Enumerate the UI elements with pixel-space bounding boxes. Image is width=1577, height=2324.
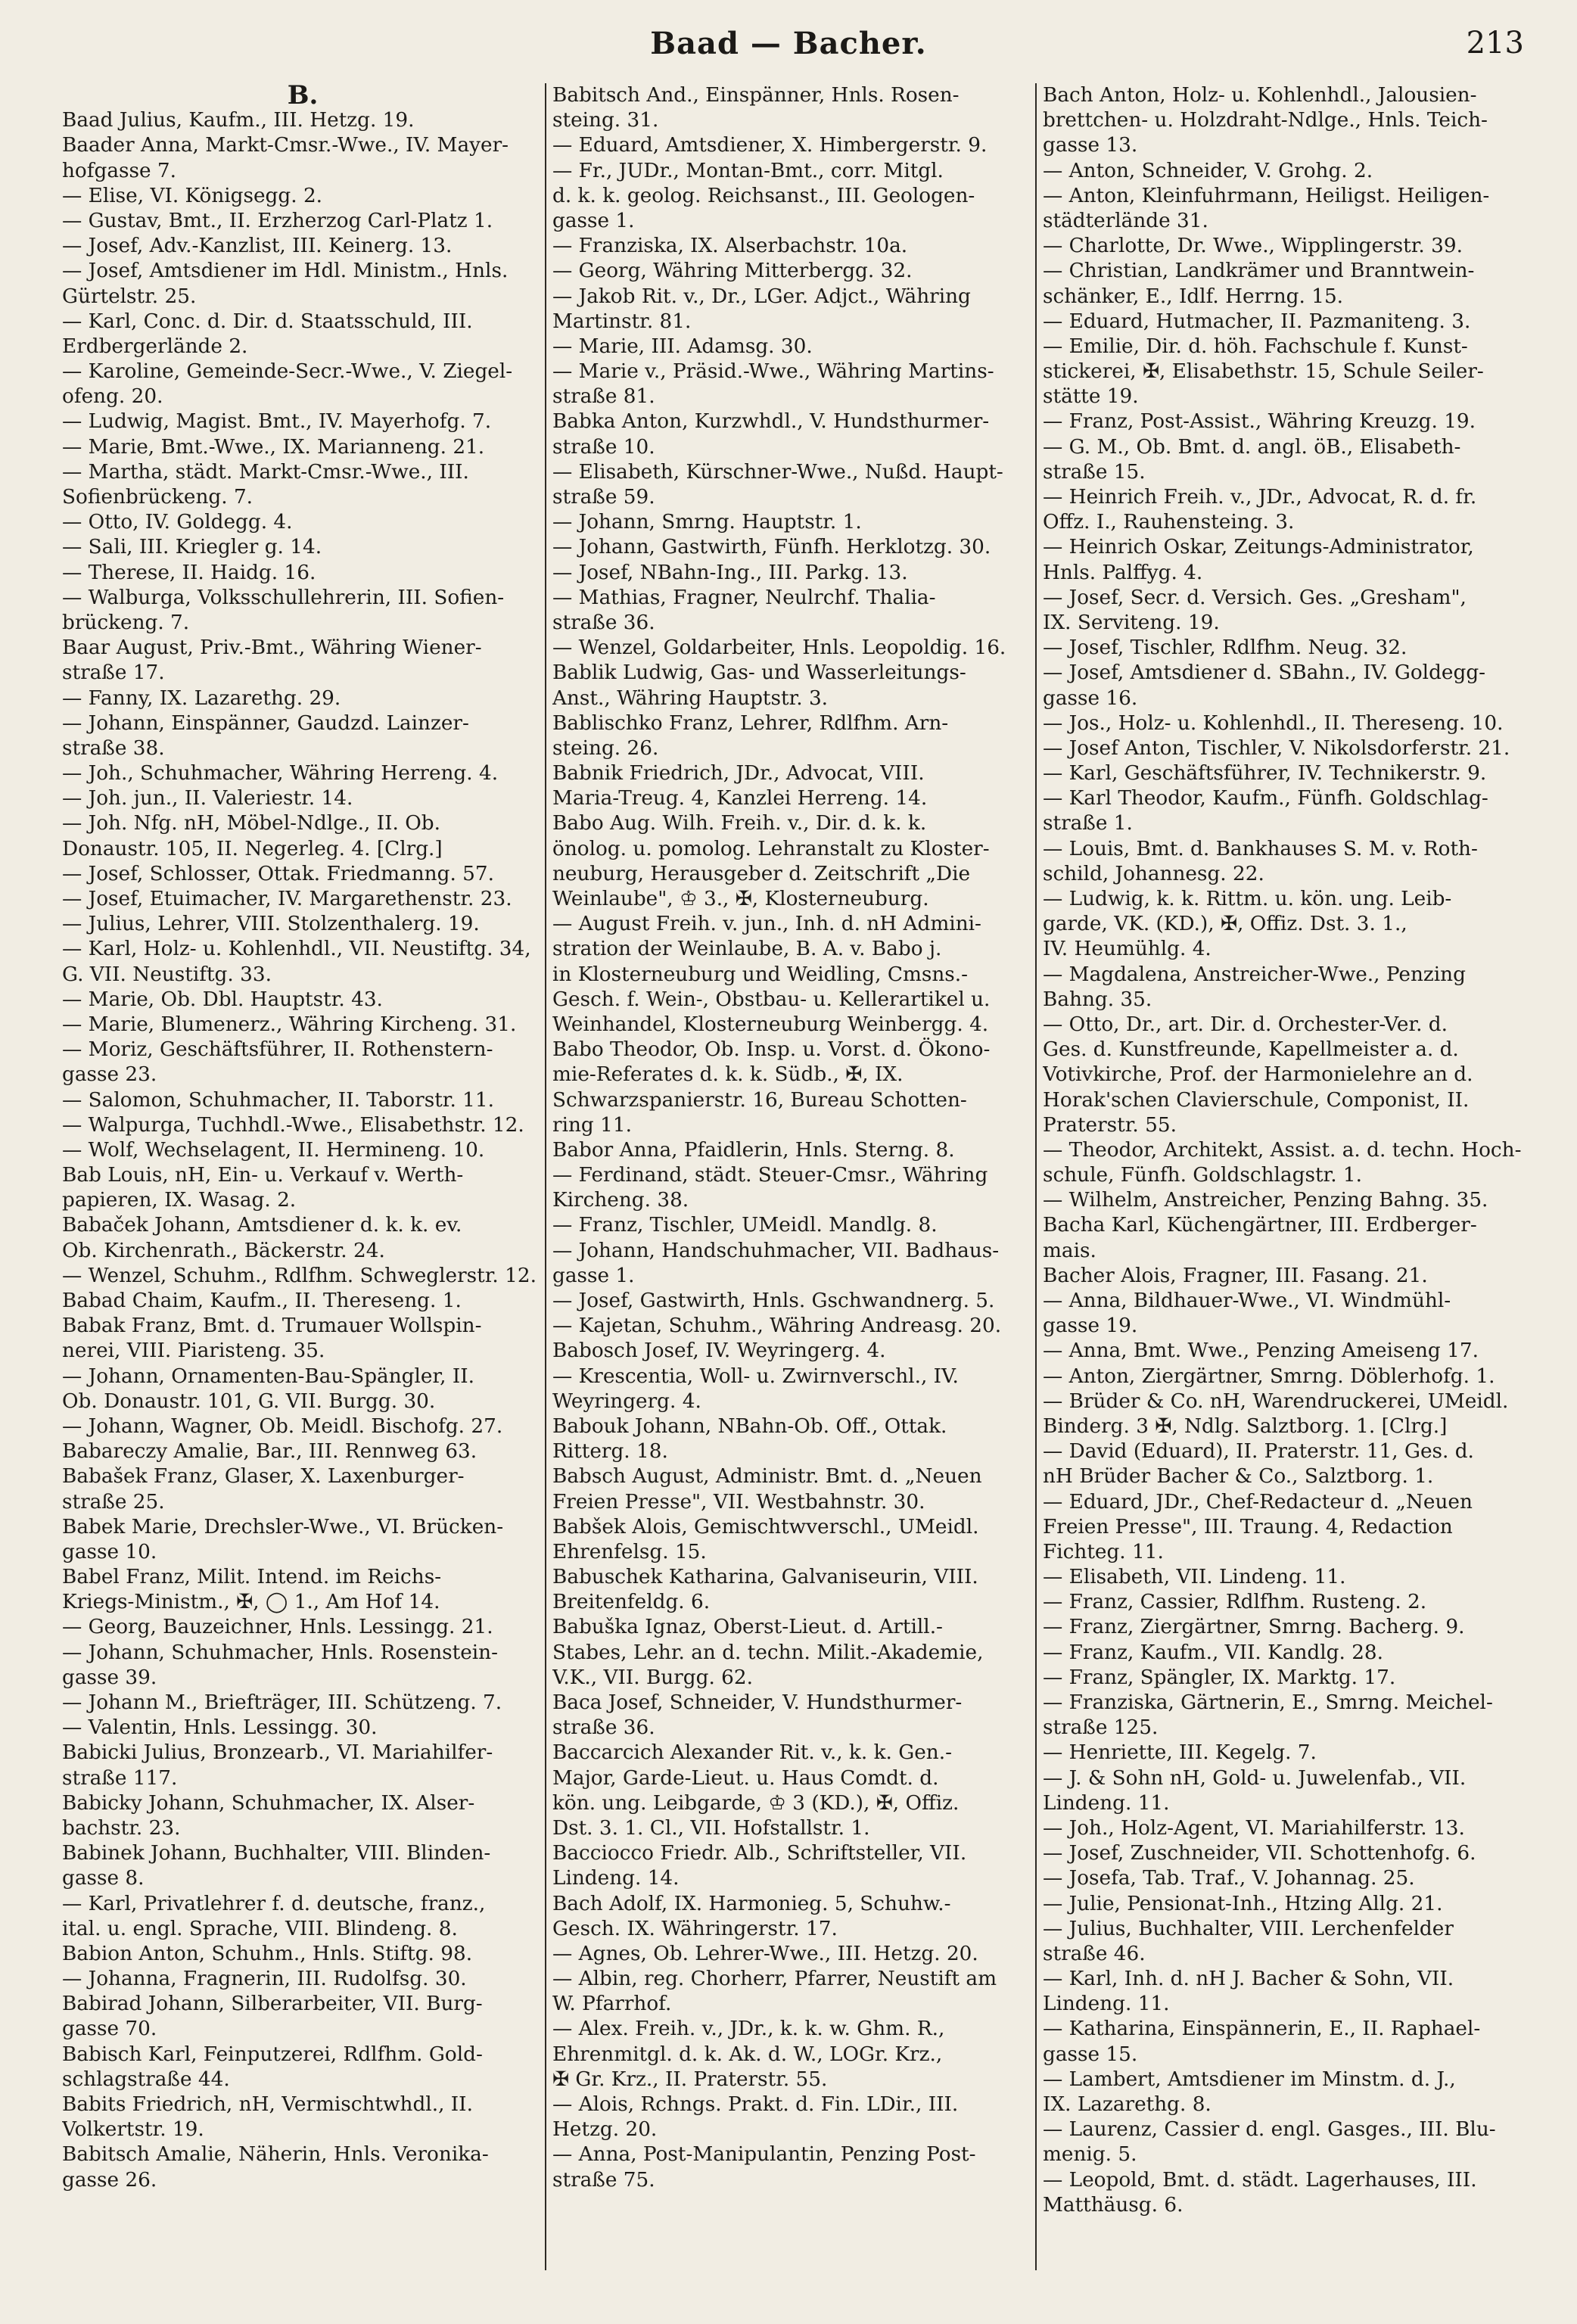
- entry-line: gasse 1.: [552, 1264, 635, 1287]
- entry-line: gasse 10.: [62, 1540, 157, 1563]
- entry-line: Horak'schen Clavierschule, Componist, II.: [1043, 1088, 1470, 1112]
- entry-line: Bahng. 35.: [1043, 988, 1152, 1011]
- entry-line: — Mathias, Fragner, Neulrchf. Thalia-: [552, 586, 936, 609]
- entry-line: — Sali, III. Kriegler g. 14.: [62, 536, 322, 559]
- entry-line: Hetzg. 20.: [552, 2118, 658, 2142]
- entry-line: — Josef, Schlosser, Ottak. Friedmanng. 57.: [62, 862, 494, 885]
- column-right: [1043, 83, 1524, 2218]
- entry-line: Donaustr. 105, II. Negerleg. 4. [Clrg.]: [62, 837, 443, 860]
- entry-line: — Eduard, Amtsdiener, X. Himbergerstr. 9.: [552, 134, 988, 157]
- entry-line: gasse 26.: [62, 2168, 157, 2192]
- entry-line: — Charlotte, Dr. Wwe., Wipplingerstr. 39.: [1043, 235, 1463, 258]
- entry-line: — Marie v., Präsid.-Wwe., Währing Martins-: [552, 360, 994, 384]
- entry-line: Bablik Ludwig, Gas- und Wasserleitungs-: [552, 661, 966, 685]
- entry-line: — Laurenz, Cassier d. engl. Gasges., III. Blu-: [1043, 2118, 1496, 2142]
- entry-line: — Joh. Nfg. nH, Möbel-Ndlge., II. Ob.: [62, 812, 440, 835]
- entry-line: Lindeng. 11.: [1043, 1993, 1170, 2016]
- entry-line: Ehrenmitgl. d. k. Ak. d. W., LOGr. Krz.,: [552, 2042, 943, 2066]
- column-divider: [1035, 83, 1037, 2270]
- entry-line: Babo Theodor, Ob. Insp. u. Vorst. d. Ökono-: [552, 1038, 991, 1062]
- entry-line: — Johann M., Briefträger, III. Schützeng. 7.: [62, 1691, 502, 1714]
- entry-line: — Katharina, Einspännerin, E., II. Raphael-: [1043, 2018, 1481, 2041]
- entry-line: — Elise, VI. Königsegg. 2.: [62, 184, 323, 207]
- entry-line: — Albin, reg. Chorherr, Pfarrer, Neustift am: [552, 1968, 997, 1991]
- entry-line: Erdbergerlände 2.: [62, 334, 248, 358]
- entry-line: gasse 70.: [62, 2018, 157, 2041]
- entry-line: Bacciocco Friedr. Alb., Schriftsteller, VII.: [552, 1842, 967, 1865]
- entry-line: — Josef Anton, Tischler, V. Nikolsdorferstr. 21.: [1043, 736, 1510, 760]
- entry-line: — Josef, Etuimacher, IV. Margarethenstr. 23.: [62, 888, 512, 910]
- entry-line: Weinlaube", ♔ 3., ✠, Klosterneuburg.: [552, 888, 929, 910]
- entry-line: V.K., VII. Burgg. 62.: [552, 1666, 753, 1689]
- entry-line: gasse 39.: [62, 1666, 157, 1689]
- entry-line: — Emilie, Dir. d. höh. Fachschule f. Kunst-: [1043, 334, 1468, 358]
- entry-line: straße 25.: [62, 1490, 165, 1514]
- entry-line: — Johann, Ornamenten-Bau-Spängler, II.: [62, 1364, 474, 1388]
- entry-line: — Franz, Spängler, IX. Marktg. 17.: [1043, 1666, 1396, 1689]
- entry-line: ofeng. 20.: [62, 385, 163, 409]
- entry-line: Babka Anton, Kurzwhdl., V. Hundsthurmer-: [552, 410, 990, 434]
- entry-line: Babicki Julius, Bronzearb., VI. Mariahilfer-: [62, 1741, 493, 1765]
- entry-line: Babo Aug. Wilh. Freih. v., Dir. d. k. k.: [552, 812, 927, 835]
- entry-line: — Josef, Amtsdiener d. SBahn., IV. Goldegg-: [1043, 661, 1486, 685]
- entry-line: Stabes, Lehr. an d. techn. Milit.-Akademie,: [552, 1641, 984, 1664]
- entry-line: IX. Serviteng. 19.: [1043, 611, 1220, 634]
- entry-line: — Eduard, Hutmacher, II. Pazmaniteng. 3.: [1043, 310, 1471, 333]
- entry-line: — Josef, Amtsdiener im Hdl. Ministm., Hnls.: [62, 260, 509, 283]
- entry-line: Babinek Johann, Buchhalter, VIII. Blinden-: [62, 1842, 491, 1865]
- entry-line: Babion Anton, Schuhm., Hnls. Stiftg. 98.: [62, 1942, 473, 1965]
- entry-line: kön. ung. Leibgarde, ♔ 3 (KD.), ✠, Offiz.: [552, 1791, 960, 1815]
- entry-line: — Julie, Pensionat-Inh., Htzing Allg. 21.: [1043, 1892, 1443, 1915]
- entry-line: — Anton, Kleinfuhrmann, Heiligst. Heiligen-: [1043, 184, 1490, 207]
- entry-line: — Wilhelm, Anstreicher, Penzing Bahng. 35.: [1043, 1189, 1488, 1212]
- entry-line: — David (Eduard), II. Praterstr. 11, Ges. d.: [1043, 1440, 1474, 1464]
- column-left: [62, 83, 543, 2193]
- entry-line: Votivkirche, Prof. der Harmonielehre an d.: [1043, 1063, 1473, 1087]
- entry-line: — Karl, Inh. d. nH J. Bacher & Sohn, VII.: [1043, 1968, 1454, 1991]
- entry-line: Babirad Johann, Silberarbeiter, VII. Burg-: [62, 1993, 483, 2016]
- entry-line: — G. M., Ob. Bmt. d. angl. öB., Elisabeth-: [1043, 435, 1461, 459]
- entry-line: — Christian, Landkrämer und Branntwein-: [1043, 260, 1475, 283]
- entry-line: Babouk Johann, NBahn-Ob. Off., Ottak.: [552, 1414, 947, 1438]
- entry-line: Baca Josef, Schneider, V. Hundsthurmer-: [552, 1691, 963, 1714]
- entry-line: — Ludwig, k. k. Rittm. u. kön. ung. Leib-: [1043, 888, 1452, 910]
- entry-line: — Otto, Dr., art. Dir. d. Orchester-Ver. d.: [1043, 1013, 1448, 1036]
- entry-line: — Kajetan, Schuhm., Währing Andreasg. 20.: [552, 1314, 1002, 1338]
- entry-line: — Josef, Gastwirth, Hnls. Gschwandnerg. 5.: [552, 1290, 995, 1312]
- entry-line: — Georg, Bauzeichner, Hnls. Lessingg. 21.: [62, 1616, 493, 1639]
- entry-line: straße 36.: [552, 611, 655, 634]
- entry-line: — Josef, Tischler, Rdlfhm. Neug. 32.: [1043, 636, 1407, 660]
- entry-line: — Julius, Lehrer, VIII. Stolzenthalerg. 19.: [62, 913, 480, 936]
- entry-line: — Franziska, IX. Alserbachstr. 10a.: [552, 235, 908, 258]
- entry-line: — Walpurga, Tuchhdl.-Wwe., Elisabethstr. 12.: [62, 1113, 524, 1137]
- entry-line: Anst., Währing Hauptstr. 3.: [552, 686, 829, 710]
- entry-line: — Magdalena, Anstreicher-Wwe., Penzing: [1043, 963, 1466, 986]
- entry-line: Matthäusg. 6.: [1043, 2193, 1184, 2217]
- entry-line: — Heinrich Oskar, Zeitungs-Administrator,: [1043, 536, 1474, 559]
- entry-line: — Josefa, Tab. Traf., V. Johannag. 25.: [1043, 1867, 1415, 1890]
- entry-line: — Wolf, Wechselagent, II. Hermineng. 10.: [62, 1138, 485, 1162]
- entry-line: — Marie, Blumenerz., Währing Kircheng. 31.: [62, 1013, 517, 1036]
- entry-line: — Karl, Conc. d. Dir. d. Staatsschuld, III.: [62, 310, 473, 333]
- entry-line: — Franz, Post-Assist., Währing Kreuzg. 19.: [1043, 410, 1476, 434]
- entry-line: Baar August, Priv.-Bmt., Währing Wiener-: [62, 636, 482, 660]
- section-letter: B.: [287, 83, 319, 109]
- entry-line: — Joh., Holz-Agent, VI. Mariahilferstr. 13.: [1043, 1816, 1465, 1840]
- entry-line: stätte 19.: [1043, 385, 1139, 409]
- entry-line: — Louis, Bmt. d. Bankhauses S. M. v. Roth-: [1043, 837, 1478, 860]
- entry-line: — Karl, Holz- u. Kohlenhdl., VII. Neustiftg. 34,: [62, 938, 531, 961]
- entry-line: önolog. u. pomolog. Lehranstalt zu Kloster-: [552, 837, 990, 860]
- entry-line: schänker, E., Idlf. Herrng. 15.: [1043, 285, 1344, 308]
- entry-line: Ob. Kirchenrath., Bäckerstr. 24.: [62, 1239, 385, 1262]
- entry-line: Martinstr. 81.: [552, 310, 692, 333]
- entry-line: — Wenzel, Schuhm., Rdlfhm. Schweglerstr. 12.: [62, 1264, 537, 1287]
- entry-line: straße 38.: [62, 736, 165, 760]
- entry-line: Ges. d. Kunstfreunde, Kapellmeister a. d.: [1043, 1038, 1459, 1062]
- entry-line: — Krescentia, Woll- u. Zwirnverschl., IV.: [552, 1364, 959, 1388]
- entry-line: Babuschek Katharina, Galvaniseurin, VIII.: [552, 1566, 978, 1589]
- entry-line: — Marie, III. Adamsg. 30.: [552, 334, 813, 358]
- entry-line: — Franziska, Gärtnerin, E., Smrng. Meichel-: [1043, 1691, 1493, 1714]
- entry-line: straße 1.: [1043, 812, 1133, 835]
- entry-line: — Georg, Währing Mitterbergg. 32.: [552, 260, 913, 283]
- entry-line: — Gustav, Bmt., II. Erzherzog Carl-Platz 1.: [62, 209, 493, 232]
- entry-line: in Klosterneuburg und Weidling, Cmsns.-: [552, 963, 969, 986]
- entry-line: IV. Heumühlg. 4.: [1043, 938, 1212, 961]
- entry-line: — Alex. Freih. v., JDr., k. k. w. Ghm. R.,: [552, 2018, 945, 2041]
- page-header: [0, 23, 1577, 76]
- entry-line: gasse 15.: [1043, 2042, 1138, 2066]
- entry-line: bachstr. 23.: [62, 1816, 181, 1840]
- entry-line: Babor Anna, Pfaidlerin, Hnls. Sterng. 8.: [552, 1138, 955, 1162]
- entry-line: mais.: [1043, 1239, 1096, 1262]
- entry-line: — Marie, Bmt.-Wwe., IX. Marianneng. 21.: [62, 435, 485, 459]
- entry-line: Ob. Donaustr. 101, G. VII. Burgg. 30.: [62, 1389, 436, 1413]
- entry-line: — Ferdinand, städt. Steuer-Cmsr., Währing: [552, 1164, 988, 1187]
- entry-line: straße 59.: [552, 486, 655, 509]
- entry-line: Baad Julius, Kaufm., III. Hetzg. 19.: [62, 109, 415, 132]
- entry-line: Major, Garde-Lieut. u. Haus Comdt. d.: [552, 1766, 939, 1790]
- column-middle: [552, 83, 1034, 2193]
- entry-line: gasse 13.: [1043, 134, 1138, 157]
- entry-line: Babak Franz, Bmt. d. Trumauer Wollspin-: [62, 1314, 482, 1338]
- entry-line: nH Brüder Bacher & Co., Salztborg. 1.: [1043, 1465, 1434, 1489]
- entry-line: Baader Anna, Markt-Cmsr.-Wwe., IV. Mayer-: [62, 134, 509, 157]
- entry-line: Gürtelstr. 25.: [62, 285, 197, 308]
- entry-line: — Franz, Ziergärtner, Smrng. Bacherg. 9.: [1043, 1616, 1465, 1639]
- entry-line: Schwarzspanierstr. 16, Bureau Schotten-: [552, 1088, 967, 1112]
- entry-line: schlagstraße 44.: [62, 2067, 230, 2091]
- entry-line: gasse 1.: [552, 209, 635, 232]
- entry-line: straße 46.: [1043, 1942, 1146, 1965]
- entry-line: Weyringerg. 4.: [552, 1389, 701, 1413]
- column-divider: [545, 83, 546, 2270]
- entry-line: — Agnes, Ob. Lehrer-Wwe., III. Hetzg. 20.: [552, 1942, 978, 1965]
- entry-line: — Johann, Wagner, Ob. Meidl. Bischofg. 27.: [62, 1414, 503, 1438]
- page-number: 213: [1466, 26, 1524, 61]
- entry-line: Bablischko Franz, Lehrer, Rdlfhm. Arn-: [552, 711, 949, 735]
- entry-line: Sofienbrückeng. 7.: [62, 486, 254, 509]
- entry-line: Babuška Ignaz, Oberst-Lieut. d. Artill.-: [552, 1616, 943, 1639]
- entry-line: straße 81.: [552, 385, 655, 409]
- entry-line: Praterstr. 55.: [1043, 1113, 1177, 1137]
- entry-line: straße 17.: [62, 661, 165, 685]
- entry-line: — Josef, Adv.-Kanzlist, III. Keinerg. 13.: [62, 235, 453, 258]
- entry-line: — Marie, Ob. Dbl. Hauptstr. 43.: [62, 988, 383, 1011]
- entry-line: Freien Presse", III. Traung. 4, Redaction: [1043, 1515, 1453, 1538]
- entry-line: — Johann, Handschuhmacher, VII. Badhaus-: [552, 1239, 1000, 1262]
- entry-line: gasse 19.: [1043, 1314, 1138, 1338]
- entry-line: straße 36.: [552, 1716, 655, 1740]
- entry-line: straße 10.: [552, 435, 655, 459]
- entry-line: — Anton, Schneider, V. Grohg. 2.: [1043, 159, 1373, 182]
- entry-line: Bacha Karl, Küchengärtner, III. Erdberger-: [1043, 1214, 1477, 1237]
- entry-line: — Johann, Einspänner, Gaudzd. Lainzer-: [62, 711, 469, 735]
- entry-line: — Walburga, Volksschullehrerin, III. Sofien-: [62, 586, 505, 609]
- entry-line: Volkertstr. 19.: [62, 2118, 204, 2142]
- entry-line: Ehrenfelsg. 15.: [552, 1540, 707, 1563]
- page-title: Baad — Bacher.: [650, 26, 927, 61]
- entry-line: — Karl, Geschäftsführer, IV. Technikerstr. 9.: [1043, 762, 1487, 786]
- entry-line: — Johann, Smrng. Hauptstr. 1.: [552, 511, 862, 534]
- entry-line: Bach Anton, Holz- u. Kohlenhdl., Jalousien-: [1043, 84, 1477, 107]
- entry-line: — Ludwig, Magist. Bmt., IV. Mayerhofg. 7.: [62, 410, 492, 434]
- entry-line: Babosch Josef, IV. Weyringerg. 4.: [552, 1339, 886, 1363]
- entry-line: ✠ Gr. Krz., II. Praterstr. 55.: [552, 2067, 828, 2091]
- entry-line: hofgasse 7.: [62, 159, 177, 182]
- entry-line: brettchen- u. Holzdraht-Ndlge., Hnls. Teich-: [1043, 109, 1488, 132]
- entry-line: — Johann, Schuhmacher, Hnls. Rosenstein-: [62, 1641, 499, 1664]
- entry-line: — Johann, Gastwirth, Fünfh. Herklotzg. 30.: [552, 536, 991, 559]
- entry-line: Maria-Treug. 4, Kanzlei Herreng. 14.: [552, 787, 928, 810]
- entry-line: — Elisabeth, Kürschner-Wwe., Nußd. Haupt-: [552, 460, 1003, 484]
- entry-line: Baccarcich Alexander Rit. v., k. k. Gen.-: [552, 1741, 952, 1765]
- entry-line: — Valentin, Hnls. Lessingg. 30.: [62, 1716, 378, 1740]
- entry-line: Babisch Karl, Feinputzerei, Rdlfhm. Gold-: [62, 2042, 483, 2066]
- entry-line: Fichteg. 11.: [1043, 1540, 1164, 1563]
- entry-line: Gesch. f. Wein-, Obstbau- u. Kellerartikel u.: [552, 988, 991, 1011]
- entry-line: — Therese, II. Haidg. 16.: [62, 561, 316, 584]
- entry-line: — Josef, Zuschneider, VII. Schottenhofg. 6.: [1043, 1842, 1476, 1865]
- entry-line: steing. 31.: [552, 109, 659, 132]
- entry-line: Ritterg. 18.: [552, 1440, 668, 1464]
- entry-line: Babicky Johann, Schuhmacher, IX. Alser-: [62, 1791, 475, 1815]
- entry-line: schild, Johannesg. 22.: [1043, 862, 1264, 885]
- entry-line: — Alois, Rchngs. Prakt. d. Fin. LDir., III.: [552, 2093, 959, 2116]
- entry-line: Breitenfeldg. 6.: [552, 1591, 711, 1614]
- entry-line: — Fr., JUDr., Montan-Bmt., corr. Mitgl.: [552, 159, 944, 182]
- entry-line: G. VII. Neustiftg. 33.: [62, 963, 272, 986]
- entry-line: Hnls. Palffyg. 4.: [1043, 561, 1203, 584]
- entry-line: Bach Adolf, IX. Harmonieg. 5, Schuhw.-: [552, 1892, 951, 1915]
- entry-line: Babaček Johann, Amtsdiener d. k. k. ev.: [62, 1214, 462, 1237]
- entry-line: straße 117.: [62, 1766, 178, 1790]
- entry-line: — Josef, Secr. d. Versich. Ges. „Gresham",: [1043, 586, 1467, 609]
- entry-line: Babits Friedrich, nH, Vermischtwhdl., II.: [62, 2093, 473, 2116]
- entry-line: — Karl, Privatlehrer f. d. deutsche, franz.,: [62, 1892, 486, 1915]
- entry-line: Babel Franz, Milit. Intend. im Reichs-: [62, 1566, 442, 1589]
- entry-line: Binderg. 3 ✠, Ndlg. Salztborg. 1. [Clrg.]: [1043, 1414, 1448, 1438]
- entry-line: — J. & Sohn nH, Gold- u. Juwelenfab., VII.: [1043, 1766, 1467, 1790]
- entry-line: gasse 16.: [1043, 686, 1138, 710]
- entry-line: — Joh. jun., II. Valeriestr. 14.: [62, 787, 353, 810]
- entry-line: W. Pfarrhof.: [552, 1993, 672, 2016]
- entry-line: Babnik Friedrich, JDr., Advocat, VIII.: [552, 762, 925, 786]
- entry-line: — Brüder & Co. nH, Warendruckerei, UMeidl.: [1043, 1389, 1509, 1413]
- entry-line: neuburg, Herausgeber d. Zeitschrift „Die: [552, 862, 971, 885]
- entry-line: Babašek Franz, Glaser, X. Laxenburger-: [62, 1465, 465, 1489]
- entry-line: steing. 26.: [552, 736, 659, 760]
- entry-line: straße 75.: [552, 2168, 655, 2192]
- entry-line: — Leopold, Bmt. d. städt. Lagerhauses, III.: [1043, 2168, 1477, 2192]
- entry-line: ring 11.: [552, 1113, 632, 1137]
- entry-line: städterlände 31.: [1043, 209, 1208, 232]
- entry-line: brückeng. 7.: [62, 611, 190, 634]
- entry-line: Bab Louis, nH, Ein- u. Verkauf v. Werth-: [62, 1164, 464, 1187]
- entry-line: gasse 8.: [62, 1867, 145, 1890]
- entry-line: Freien Presse", VII. Westbahnstr. 30.: [552, 1490, 925, 1514]
- entry-line: — Karl Theodor, Kaufm., Fünfh. Goldschlag-: [1043, 787, 1488, 810]
- entry-line: — Karoline, Gemeinde-Secr.-Wwe., V. Ziegel-: [62, 360, 513, 384]
- entry-line: — Salomon, Schuhmacher, II. Taborstr. 11.: [62, 1088, 494, 1112]
- entry-line: — August Freih. v. jun., Inh. d. nH Admini-: [552, 913, 981, 936]
- entry-line: ital. u. engl. Sprache, VIII. Blindeng. 8.: [62, 1917, 458, 1940]
- entry-line: — Moriz, Geschäftsführer, II. Rothenstern-: [62, 1038, 493, 1062]
- entry-line: — Anna, Bmt. Wwe., Penzing Ameiseng 17.: [1043, 1339, 1479, 1363]
- entry-line: — Josef, NBahn-Ing., III. Parkg. 13.: [552, 561, 908, 584]
- entry-line: Dst. 3. 1. Cl., VII. Hofstallstr. 1.: [552, 1816, 870, 1840]
- entry-line: Babšek Alois, Gemischtwverschl., UMeidl.: [552, 1515, 979, 1538]
- entry-line: Kircheng. 38.: [552, 1189, 689, 1212]
- entry-line: — Franz, Tischler, UMeidl. Mandlg. 8.: [552, 1214, 938, 1237]
- entry-line: stration der Weinlaube, B. A. v. Babo j.: [552, 938, 942, 961]
- entry-line: — Otto, IV. Goldegg. 4.: [62, 511, 293, 534]
- entry-line: Babitsch Amalie, Näherin, Hnls. Veronika-: [62, 2143, 489, 2167]
- entry-line: Babek Marie, Drechsler-Wwe., VI. Brücken-: [62, 1515, 504, 1538]
- entry-line: Babad Chaim, Kaufm., II. Thereseng. 1.: [62, 1290, 462, 1312]
- entry-line: Gesch. IX. Währingerstr. 17.: [552, 1917, 838, 1940]
- entry-line: — Lambert, Amtsdiener im Minstm. d. J.,: [1043, 2067, 1456, 2091]
- entry-line: — Anna, Bildhauer-Wwe., VI. Windmühl-: [1043, 1290, 1451, 1312]
- entry-line: straße 15.: [1043, 460, 1146, 484]
- entry-line: — Johanna, Fragnerin, III. Rudolfsg. 30.: [62, 1968, 467, 1991]
- entry-line: papieren, IX. Wasag. 2.: [62, 1189, 297, 1212]
- entry-line: — Henriette, III. Kegelg. 7.: [1043, 1741, 1317, 1765]
- entry-line: — Fanny, IX. Lazarethg. 29.: [62, 686, 341, 710]
- entry-line: — Wenzel, Goldarbeiter, Hnls. Leopoldig. 16.: [552, 636, 1006, 660]
- entry-line: gasse 23.: [62, 1063, 157, 1087]
- entry-line: menig. 5.: [1043, 2143, 1137, 2167]
- entry-line: — Heinrich Freih. v., JDr., Advocat, R. d. fr.: [1043, 486, 1477, 509]
- entry-line: straße 125.: [1043, 1716, 1159, 1740]
- entry-line: nerei, VIII. Piaristeng. 35.: [62, 1339, 325, 1363]
- entry-line: — Julius, Buchhalter, VIII. Lerchenfelder: [1043, 1917, 1454, 1940]
- entry-line: d. k. k. geolog. Reichsanst., III. Geologen-: [552, 184, 975, 207]
- entry-line: Bacher Alois, Fragner, III. Fasang. 21.: [1043, 1264, 1428, 1287]
- entry-line: Babitsch And., Einspänner, Hnls. Rosen-: [552, 84, 960, 107]
- entry-line: — Franz, Kaufm., VII. Kandlg. 28.: [1043, 1641, 1384, 1664]
- entry-line: Lindeng. 14.: [552, 1867, 680, 1890]
- entry-line: — Anton, Ziergärtner, Smrng. Döblerhofg. 1.: [1043, 1364, 1495, 1388]
- entry-line: IX. Lazarethg. 8.: [1043, 2093, 1212, 2116]
- entry-line: Weinhandel, Klosterneuburg Weinbergg. 4.: [552, 1013, 989, 1036]
- entry-line: Babsch August, Administr. Bmt. d. „Neuen: [552, 1465, 982, 1489]
- entry-line: — Eduard, JDr., Chef-Redacteur d. „Neuen: [1043, 1490, 1473, 1514]
- entry-line: — Jakob Rit. v., Dr., LGer. Adjct., Währing: [552, 285, 971, 308]
- entry-line: Lindeng. 11.: [1043, 1791, 1170, 1815]
- entry-line: schule, Fünfh. Goldschlagstr. 1.: [1043, 1164, 1363, 1187]
- entry-line: Babareczy Amalie, Bar., III. Rennweg 63.: [62, 1440, 477, 1464]
- entry-line: Kriegs-Ministm., ✠, ◯ 1., Am Hof 14.: [62, 1591, 440, 1614]
- entry-line: Offz. I., Rauhensteing. 3.: [1043, 511, 1295, 534]
- entry-line: — Theodor, Architekt, Assist. a. d. techn. Hoch-: [1043, 1138, 1522, 1162]
- entry-line: — Jos., Holz- u. Kohlenhdl., II. Thereseng. 10.: [1043, 711, 1504, 735]
- entry-line: — Franz, Cassier, Rdlfhm. Rusteng. 2.: [1043, 1591, 1427, 1614]
- entry-line: stickerei, ✠, Elisabethstr. 15, Schule Seiler-: [1043, 360, 1484, 384]
- entry-line: — Martha, städt. Markt-Cmsr.-Wwe., III.: [62, 460, 469, 484]
- entry-line: — Joh., Schuhmacher, Währing Herreng. 4.: [62, 762, 499, 786]
- entry-line: garde, VK. (KD.), ✠, Offiz. Dst. 3. 1.,: [1043, 913, 1407, 936]
- entry-line: mie-Referates d. k. k. Südb., ✠, IX.: [552, 1063, 904, 1087]
- entry-line: — Elisabeth, VII. Lindeng. 11.: [1043, 1566, 1346, 1589]
- entry-line: — Anna, Post-Manipulantin, Penzing Post-: [552, 2143, 976, 2167]
